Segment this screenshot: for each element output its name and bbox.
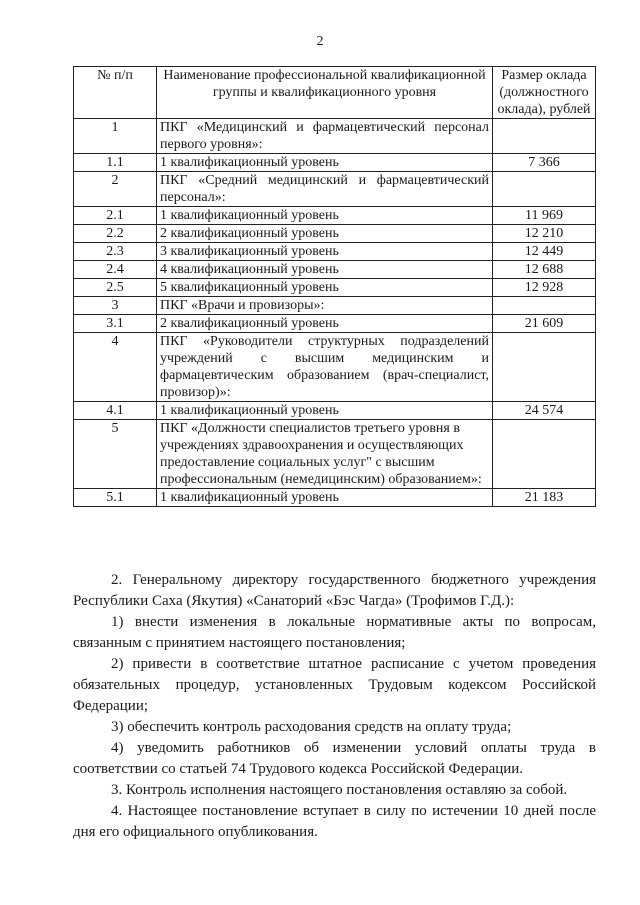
header-name: Наименование профессиональной квалификационной группы и квалификационного уровня	[157, 67, 493, 119]
row-name: 2 квалификационный уровень	[157, 225, 493, 243]
table-row	[74, 489, 596, 507]
row-name: ПКГ «Должности специалистов третьего уровня в учреждениях здравоохранения и осуществляющих предоставление социальных услуг" с высшим профессиональным (немедицинским) образованием»:	[157, 420, 493, 489]
salary-table	[73, 66, 596, 507]
row-num: 3	[74, 297, 157, 315]
row-name: 4 квалификационный уровень	[157, 261, 493, 279]
row-salary: 21 609	[493, 315, 596, 333]
row-name: ПКГ «Средний медицинский и фармацевтический персонал»:	[157, 172, 493, 207]
row-num: 5.1	[74, 489, 157, 507]
row-num: 3.1	[74, 315, 157, 333]
paragraph-2-item-2: 2) привести в соответствие штатное расписание с учетом проведения обязательных процедур, установленных Трудовым кодексом Российской Федерации;	[73, 656, 596, 714]
row-name: 1 квалификационный уровень	[157, 489, 493, 507]
row-salary: 11 969	[493, 207, 596, 225]
row-salary	[493, 420, 596, 489]
row-name: ПКГ «Врачи и провизоры»:	[157, 297, 493, 315]
row-name: ПКГ «Руководители структурных подразделений учреждений с высшим медицинским и фармацевтическим образованием (врач-специалист, провизор)»:	[157, 333, 493, 402]
row-name: ПКГ «Медицинский и фармацевтический персонал первого уровня»:	[157, 119, 493, 154]
paragraph-4-effective: 4. Настоящее постановление вступает в силу по истечении 10 дней после дня его официального опубликования.	[73, 803, 596, 840]
row-name: 1 квалификационный уровень	[157, 207, 493, 225]
table-row	[74, 297, 596, 315]
decree-paragraphs	[73, 570, 596, 843]
table-row	[74, 172, 596, 207]
page-number: 2	[316, 34, 324, 49]
table-row	[74, 119, 596, 154]
row-salary: 12 210	[493, 225, 596, 243]
table-row	[74, 315, 596, 333]
table-row	[74, 154, 596, 172]
row-num: 4	[74, 333, 157, 402]
paragraph-2-item-1: 1) внести изменения в локальные нормативные акты по вопросам, связанным с принятием настоящего постановления;	[73, 614, 596, 651]
row-salary: 24 574	[493, 402, 596, 420]
row-salary: 7 366	[493, 154, 596, 172]
row-name: 1 квалификационный уровень	[157, 154, 493, 172]
table-row	[74, 243, 596, 261]
row-salary: 12 928	[493, 279, 596, 297]
table-row	[74, 333, 596, 402]
table-row	[74, 420, 596, 489]
row-num: 2.2	[74, 225, 157, 243]
table-row	[74, 261, 596, 279]
table-row	[74, 402, 596, 420]
row-salary: 12 688	[493, 261, 596, 279]
paragraph-2-item-3: 3) обеспечить контроль расходования средств на оплату труда;	[111, 719, 512, 735]
row-salary	[493, 333, 596, 402]
row-name: 1 квалификационный уровень	[157, 402, 493, 420]
row-salary	[493, 297, 596, 315]
table-row	[74, 225, 596, 243]
row-salary	[493, 119, 596, 154]
row-name: 2 квалификационный уровень	[157, 315, 493, 333]
paragraph-2-instruction: 2. Генеральному директору государственного бюджетного учреждения Республики Саха (Якутия) «Санаторий «Бэс Чагда» (Трофимов Г.Д.):	[73, 572, 596, 609]
paragraph-2-item-4: 4) уведомить работников об изменении условий оплаты труда в соответствии со статьей 74 Трудового кодекса Российской Федерации.	[73, 740, 596, 777]
row-salary: 21 183	[493, 489, 596, 507]
row-num: 1	[74, 119, 157, 154]
table-row	[74, 279, 596, 297]
table-header-row	[74, 67, 596, 119]
row-num: 2.5	[74, 279, 157, 297]
row-num: 1.1	[74, 154, 157, 172]
row-num: 5	[74, 420, 157, 489]
row-salary: 12 449	[493, 243, 596, 261]
paragraph-3-control: 3. Контроль исполнения настоящего постановления оставляю за собой.	[111, 782, 568, 798]
row-name: 5 квалификационный уровень	[157, 279, 493, 297]
row-num: 2.1	[74, 207, 157, 225]
row-num: 4.1	[74, 402, 157, 420]
header-num: № п/п	[74, 67, 157, 119]
table-row	[74, 207, 596, 225]
row-num: 2	[74, 172, 157, 207]
row-name: 3 квалификационный уровень	[157, 243, 493, 261]
row-salary	[493, 172, 596, 207]
row-num: 2.3	[74, 243, 157, 261]
header-salary: Размер оклада (должностного оклада), рублей	[493, 67, 596, 119]
row-num: 2.4	[74, 261, 157, 279]
